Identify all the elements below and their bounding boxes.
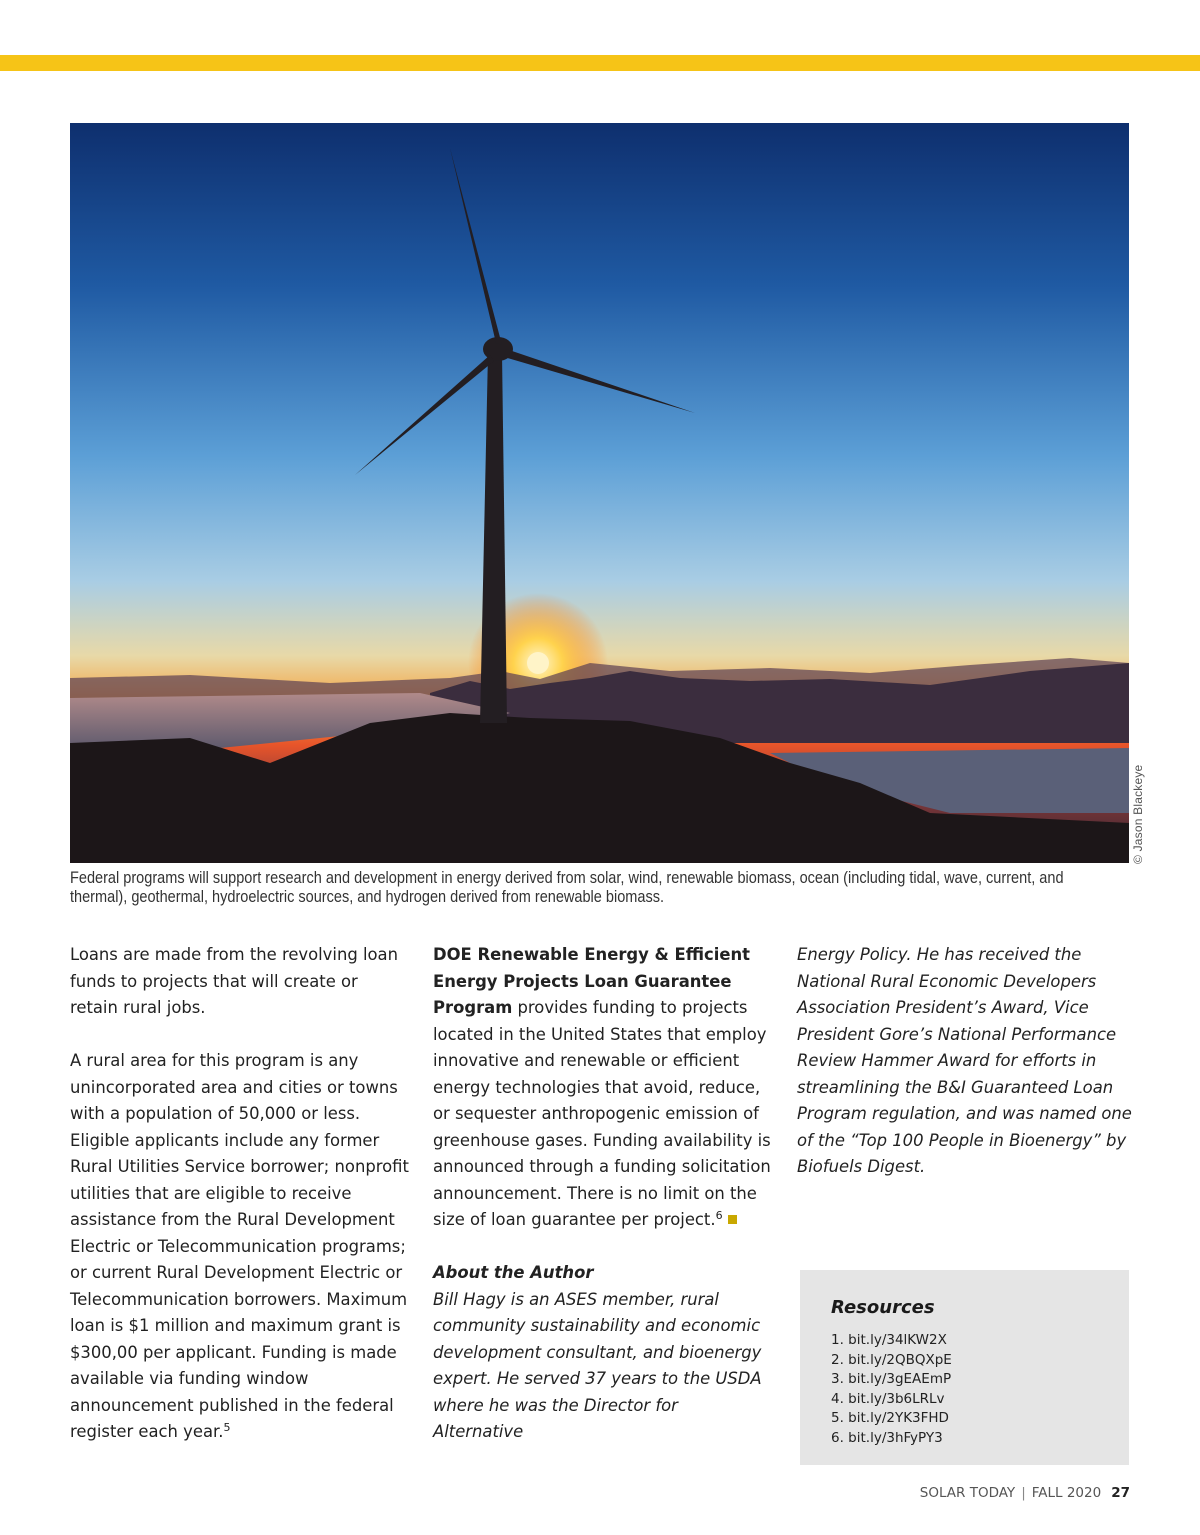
footnote-ref: 5 — [223, 1421, 231, 1434]
resource-link[interactable]: 3. bit.ly/3gEAEmP — [831, 1371, 952, 1388]
resource-link[interactable]: 5. bit.ly/2YK3FHD — [831, 1410, 949, 1427]
page-number: 27 — [1111, 1485, 1130, 1501]
resources-box — [800, 1270, 1129, 1465]
page-footer: SOLAR TODAY | FALL 2020 27 — [919, 1485, 1130, 1501]
resource-link[interactable]: 4. bit.ly/3b6LRLv — [831, 1390, 945, 1407]
footnote-ref: 6 — [715, 1209, 723, 1222]
photo-caption: Federal programs will support research and development in energy derived from solar, wind, renewable biomass, ocean (including tidal, wave, current, and thermal), geothermal, hydroelectric sources, and hydrogen derived from renewable biomass. — [70, 869, 1064, 906]
paragraph-text: A rural area for this program is any unincorporated area and cities or towns with a population of 50,000 or less. Eligible applicants include any former Rural Utilities Service borrower; nonprofit utilities that are eligible to receive assistance from the Rural Development Electric or Telecommunication programs; or current Rural Development Electric or Telecommunication borrowers. Maximum loan is $1 million and maximum grant is $300,00 per applicant. Funding is made available via funding window announcement published in the federal register each year. — [70, 1051, 409, 1441]
author-bio-continued: Energy Policy. He has received the National Rural Economic Developers Association President’s Award, Vice President Gore’s National Performance Review Hammer Award for efforts in streamlining the B&I Guaranteed Loan Program regulation, and was named one of the “Top 100 People in Bioenergy” by Biofuels Digest. — [797, 945, 1132, 1176]
issue-label: FALL 2020 — [1031, 1485, 1102, 1501]
wind-turbine-photo — [70, 123, 1129, 863]
resource-link[interactable]: 1. bit.ly/34lKW2X — [831, 1332, 947, 1348]
end-of-article-icon — [728, 1215, 737, 1224]
article-column-1 — [70, 942, 410, 1446]
paragraph — [70, 942, 410, 1022]
top-accent-band — [0, 55, 1200, 71]
program-title: DOE Renewable Energy & Efficient Energy Projects Loan Guarantee Program — [433, 945, 750, 1017]
resource-link[interactable]: 6. bit.ly/3hFyPY3 — [831, 1429, 943, 1446]
author-bio: Bill Hagy is an ASES member, rural community sustainability and economic development consultant, and bioenergy expert. He served 37 years to the USDA where he was the Director for Alternative — [433, 1289, 762, 1441]
resources-list — [831, 1331, 952, 1449]
photo-credit: © Jason Blackeye — [1131, 764, 1145, 864]
wind-turbine-sunset-image — [70, 123, 1129, 863]
resource-link[interactable]: 2. bit.ly/2QBQXpE — [831, 1351, 952, 1368]
article-column-2 — [433, 942, 773, 1446]
resources-title: Resources — [831, 1297, 935, 1318]
author-heading: About the Author — [433, 1263, 594, 1282]
paragraph — [433, 942, 773, 1234]
article-column-3 — [797, 942, 1137, 1181]
paragraph-text: Loans are made from the revolving loan funds to projects that will create or retain rural jobs. — [70, 945, 398, 1017]
magazine-name: SOLAR TODAY — [919, 1485, 1016, 1501]
paragraph-text: provides funding to projects located in the United States that employ innovative and renewable or efficient energy technologies that avoid, reduce, or sequester anthropogenic emission of greenhouse gases. Funding availability is announced through a funding solicitation announcement. There is no limit on the size of loan guarantee per project. — [433, 998, 771, 1229]
paragraph — [70, 1048, 410, 1446]
